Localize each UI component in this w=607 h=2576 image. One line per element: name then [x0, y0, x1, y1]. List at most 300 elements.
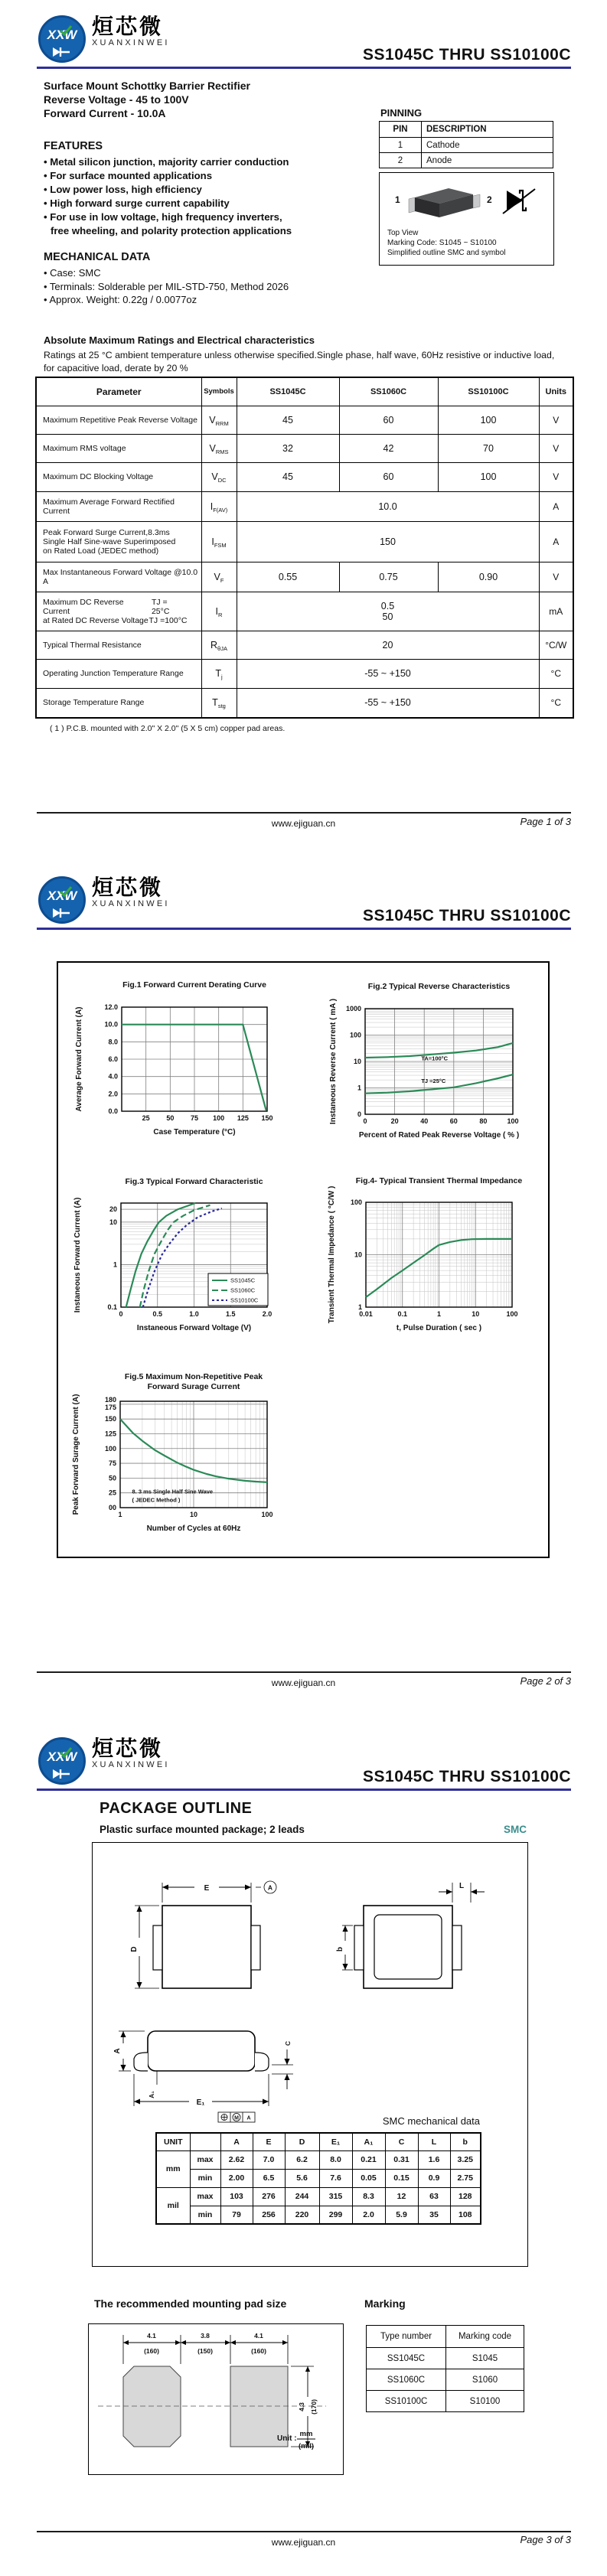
header-rule: [37, 928, 571, 930]
mounting-pad-drawing: [89, 2324, 343, 2474]
ratings-value-cell: 0.75: [339, 562, 438, 592]
ratings-value-cell: 20: [237, 631, 539, 659]
chart-text: 1.5: [225, 1310, 236, 1318]
package-subheading: Plastic surface mounted package; 2 leads: [100, 1824, 305, 1835]
fig4-thermal-impedance: [306, 1168, 545, 1346]
chart-text: 8. 3 ms Single Half Sine Wave: [132, 1488, 214, 1495]
chart-text: 0: [119, 1310, 123, 1318]
ratings-value-cell: 70: [438, 434, 539, 462]
pad-dim-right-mm: 4.1: [254, 2332, 263, 2340]
mech-value-cell: 5.9: [385, 2206, 418, 2224]
ratings-unit-cell: A: [539, 491, 573, 521]
symbol-subscript: j: [220, 673, 223, 680]
datum-frame-A: A: [246, 2115, 251, 2121]
pad-dim-right-mil: (160): [251, 2347, 266, 2355]
parameter-text: at Rated DC Reverse Voltage: [43, 615, 148, 625]
ratings-symbol-cell: [201, 491, 237, 521]
chart-text: 180: [104, 1396, 116, 1404]
value-line: 0.5: [380, 600, 395, 611]
ratings-parameter-cell: Max Instantaneous Forward Voltage @10.0 A: [36, 562, 201, 592]
pad-dim-mid-mil: (150): [197, 2347, 213, 2355]
mech-value-cell: 220: [285, 2206, 319, 2224]
ratings-unit-cell: V: [539, 434, 573, 462]
ratings-value-cell: 10.0: [237, 491, 539, 521]
logo-diode-icon: [51, 47, 71, 57]
fig3-forward-characteristic: [64, 1168, 302, 1348]
mech-value-cell: 6.2: [285, 2150, 319, 2169]
package-caption: [387, 228, 548, 258]
logo-check-icon: [59, 24, 73, 35]
chart-text: Fig.1 Forward Current Derating Curve: [122, 980, 266, 990]
ratings-header-cell: SS10100C: [438, 377, 539, 406]
ratings-unit-cell: °C: [539, 659, 573, 688]
mech-value-cell: 2.0: [352, 2206, 385, 2224]
feature-item: • Low power loss, high efficiency: [44, 184, 202, 195]
chart-text: Forward Surage Current: [147, 1382, 240, 1391]
chart-text: Transient Thermal Impedance ( °C/W ): [328, 1185, 336, 1324]
marking-header-cell: Marking code: [446, 2326, 524, 2348]
mech-value-cell: 12: [385, 2187, 418, 2206]
ratings-parameter-cell: Storage Temperature Range: [36, 688, 201, 718]
fig2-reverse-characteristics: [306, 970, 545, 1152]
footer-page-number: Page 2 of 3: [520, 1675, 571, 1687]
mech-header-cell: [190, 2133, 220, 2150]
fig5-plot: [64, 1365, 302, 1543]
ratings-header-cell: Parameter: [36, 377, 201, 406]
package-caption-line: Top View: [387, 229, 419, 237]
chart-text: 1: [357, 1303, 362, 1311]
doc-title: SS1045C THRU SS10100C: [363, 907, 571, 924]
mech-header-cell: A₁: [352, 2133, 385, 2150]
ratings-header-cell: Units: [539, 377, 573, 406]
schottky-diode-symbol-icon: [501, 185, 537, 216]
dim-label-b: b: [336, 1946, 344, 1952]
mech-value-cell: 2.62: [220, 2150, 253, 2169]
chart-text: 1: [118, 1511, 122, 1518]
footer-page-number: Page 1 of 3: [520, 816, 571, 827]
datum-frame-M: M: [234, 2115, 239, 2121]
mech-header-cell: D: [285, 2133, 319, 2150]
marking-header-cell: Type number: [367, 2326, 446, 2348]
mechanical-list: [44, 266, 373, 307]
pinning-cell: Cathode: [422, 138, 553, 153]
chart-text: Peak Forward Surage Current (A): [72, 1394, 80, 1515]
mech-row: [156, 2187, 481, 2206]
ratings-parameter-cell: [36, 521, 201, 562]
chart-text: 100: [350, 1198, 362, 1206]
ratings-parameter-cell: Maximum DC Blocking Voltage: [36, 462, 201, 491]
ratings-row: [36, 659, 573, 688]
mech-value-cell: 276: [253, 2187, 285, 2206]
chart-text: 100: [506, 1310, 518, 1318]
mech-value-cell: 299: [319, 2206, 352, 2224]
chart-text: 1: [357, 1084, 361, 1092]
parameter-text: Maximum DC Reverse Current: [43, 597, 124, 616]
brand-name-en: XUANXINWEI: [92, 1760, 170, 1770]
ratings-value-cell: 45: [237, 462, 339, 491]
pad-unit-label: Unit :: [277, 2434, 297, 2443]
ratings-unit-cell: mA: [539, 592, 573, 631]
mech-header-cell: b: [450, 2133, 481, 2150]
symbol-main: V: [209, 442, 216, 454]
brand-name-en: XUANXINWEI: [92, 38, 170, 48]
chart-text: 60: [449, 1117, 458, 1125]
mech-header-cell: L: [418, 2133, 450, 2150]
footer-site-url: www.ejiguan.cn: [271, 2537, 336, 2548]
ratings-parameter-cell: Maximum RMS voltage: [36, 434, 201, 462]
brand-monogram: XXW: [47, 1749, 77, 1764]
ratings-value-cell: -55 ~ +150: [237, 688, 539, 718]
datum-label-A: A: [267, 1883, 273, 1892]
chart-text: SS1060C: [230, 1286, 256, 1294]
chart-text: 1: [113, 1260, 117, 1269]
pad-heading: The recommended mounting pad size: [94, 2297, 287, 2310]
parameter-condition: TJ =100°C: [148, 615, 188, 625]
chart-text: Fig.5 Maximum Non-Repetitive Peak: [124, 1372, 263, 1381]
mech-minmax-cell: max: [190, 2150, 220, 2169]
chart-text: 1000: [345, 1005, 361, 1012]
chart-text: 20: [109, 1205, 117, 1214]
ratings-value-cell: 32: [237, 434, 339, 462]
mechanical-heading: MECHANICAL DATA: [44, 251, 151, 263]
symbol-main: I: [210, 501, 214, 512]
doc-title: SS1045C THRU SS10100C: [363, 46, 571, 64]
pad-dim-left-mil: (160): [144, 2347, 159, 2355]
chart-text: 0: [363, 1117, 367, 1125]
pad-dim-mid-mm: 3.8: [201, 2332, 210, 2340]
parameter-line: Single Half Sine-wave Superimposed: [43, 536, 176, 546]
mech-minmax-cell: min: [190, 2206, 220, 2224]
mech-value-cell: 3.25: [450, 2150, 481, 2169]
feature-item: free wheeling, and polarity protection applications: [51, 225, 292, 236]
brand-logo: [38, 15, 299, 63]
symbol-subscript: RMS: [215, 448, 229, 455]
chart-text: 8.0: [108, 1038, 118, 1046]
ratings-symbol-cell: [201, 688, 237, 718]
ratings-row: [36, 631, 573, 659]
mechanical-item: • Terminals: Solderable per MIL-STD-750, Method 2026: [44, 280, 289, 292]
fig1-derating-curve: [64, 970, 302, 1149]
ratings-unit-cell: A: [539, 521, 573, 562]
mech-unit-cell: mm: [156, 2150, 190, 2187]
ratings-parameter-cell: [36, 592, 201, 631]
marking-row: [367, 2369, 524, 2391]
ratings-table: [35, 377, 574, 719]
mech-row: [156, 2169, 481, 2187]
ratings-heading: Absolute Maximum Ratings and Electrical characteristics: [44, 334, 315, 346]
chart-text: Instaneous Forward Voltage (V): [136, 1324, 252, 1332]
ratings-row: [36, 592, 573, 631]
chart-curve: [140, 1205, 210, 1307]
parameter-line: Peak Forward Surge Current,8.3ms: [43, 527, 170, 537]
chart-text: SS1045C: [230, 1277, 256, 1284]
ratings-symbol-cell: [201, 562, 237, 592]
mech-value-cell: 2.00: [220, 2169, 253, 2187]
chart-text: Instaneous Reverse Current ( mA ): [329, 998, 338, 1125]
pad-unit-mil: (mil): [298, 2442, 315, 2450]
footer-site-url: www.ejiguan.cn: [271, 1678, 336, 1688]
marking-cell: S1045: [446, 2348, 524, 2369]
pinning-cell: 2: [380, 153, 422, 168]
fig3-plot: [64, 1168, 302, 1344]
ratings-header-row: [36, 377, 573, 406]
chart-text: Number of Cycles at 60Hz: [146, 1524, 241, 1533]
ratings-note: [44, 349, 579, 375]
ratings-unit-cell: V: [539, 406, 573, 434]
symbol-subscript: F(AV): [213, 506, 228, 514]
mech-minmax-cell: max: [190, 2187, 220, 2206]
chart-text: 0.01: [359, 1310, 373, 1318]
chart-text: 50: [166, 1114, 175, 1122]
logo-diode-icon: [51, 1769, 71, 1779]
mech-value-cell: 0.05: [352, 2169, 385, 2187]
package-outline-heading: PACKAGE OUTLINE: [100, 1800, 253, 1817]
parameter-line: [43, 598, 198, 616]
chart-text: Fig.2 Typical Reverse Characteristics: [367, 982, 511, 991]
logo-check-icon: [59, 885, 73, 896]
ratings-note-line: for capacitive load, derate by 20 %: [44, 363, 188, 373]
pad-unit-mm: mm: [299, 2430, 313, 2438]
pinning-row: [380, 153, 553, 168]
fig1-plot: [64, 970, 302, 1145]
symbol-main: V: [209, 414, 216, 426]
pad-left-shape: [123, 2366, 181, 2447]
footer-site-url: www.ejiguan.cn: [271, 818, 336, 829]
footer-rule: [37, 2531, 571, 2532]
dim-label-A1: A₁: [148, 2091, 155, 2098]
chart-text: 10.0: [104, 1020, 118, 1029]
footer-rule: [37, 812, 571, 814]
marking-cell: S10100: [446, 2391, 524, 2412]
package-topview-box: [379, 172, 554, 266]
ratings-row: [36, 491, 573, 521]
symbol-main: I: [215, 605, 219, 617]
chart-text: 0.5: [152, 1310, 163, 1318]
chart-text: Percent of Rated Peak Reverse Voltage ( % ): [358, 1131, 520, 1140]
value-line: 50: [382, 611, 393, 622]
brand-name-cn: 烜芯微: [92, 1736, 164, 1760]
feature-item: • Metal silicon junction, majority carrier conduction: [44, 156, 289, 168]
dim-label-L: L: [459, 1882, 465, 1890]
footer-rule: [37, 1671, 571, 1673]
mech-value-cell: 0.21: [352, 2150, 385, 2169]
mech-value-cell: 8.0: [319, 2150, 352, 2169]
package-caption-line: Simplified outline SMC and symbol: [387, 249, 506, 257]
ratings-parameter-cell: Maximum Repetitive Peak Reverse Voltage: [36, 406, 201, 434]
dim-label-C: C: [284, 2040, 292, 2046]
symbol-main: I: [211, 536, 214, 547]
chart-text: 175: [104, 1403, 116, 1411]
mech-minmax-cell: min: [190, 2169, 220, 2187]
ratings-unit-cell: V: [539, 562, 573, 592]
ratings-row: [36, 521, 573, 562]
dim-label-D: D: [130, 1946, 139, 1952]
feature-item: • For surface mounted applications: [44, 170, 213, 181]
ratings-symbol-cell: [201, 631, 237, 659]
symbol-subscript: RRM: [215, 419, 229, 427]
chart-text: 10: [472, 1310, 480, 1318]
chart-text: t, Pulse Duration ( sec ): [396, 1324, 482, 1332]
header-rule: [37, 67, 571, 69]
mech-unit-cell: mil: [156, 2187, 190, 2224]
header-rule: [37, 1789, 571, 1791]
mech-value-cell: 7.6: [319, 2169, 352, 2187]
mounting-pad-box: [88, 2323, 344, 2475]
chart-text: 100: [349, 1031, 361, 1039]
dim-label-A-side: A: [113, 2048, 122, 2054]
chart-text: 125: [237, 1114, 249, 1122]
pin1-label: 1: [395, 194, 400, 205]
mech-header-cell: E₁: [319, 2133, 352, 2150]
pinning-row: [380, 138, 553, 153]
symbol-main: T: [212, 697, 218, 709]
package-caption-line: Marking Code: S1045 ~ S10100: [387, 239, 497, 247]
ratings-symbol-cell: [201, 462, 237, 491]
mech-value-cell: 256: [253, 2206, 285, 2224]
chart-text: 10: [109, 1218, 117, 1226]
chart-text: 50: [108, 1474, 116, 1482]
chart-curve: [126, 1203, 196, 1307]
chart-text: 150: [261, 1114, 273, 1122]
ratings-note-line: Ratings at 25 °C ambient temperature unless otherwise specified.Single phase, half wave, 60Hz resistive or inductive load,: [44, 350, 555, 360]
brand-name-cn: 烜芯微: [92, 15, 164, 38]
parameter-condition: TJ = 25°C: [151, 597, 170, 616]
pinning-header-cell: DESCRIPTION: [422, 122, 553, 138]
product-summary: [44, 79, 365, 120]
chart-text: 0.1: [397, 1310, 408, 1318]
brand-logo-icon: [38, 1737, 86, 1785]
mechanical-item: • Case: SMC: [44, 267, 101, 279]
logo-diode-icon: [51, 908, 71, 918]
chart-text: 0.0: [108, 1107, 118, 1115]
mech-value-cell: 244: [285, 2187, 319, 2206]
parameter-line: on Rated Load (JEDEC method): [43, 546, 159, 556]
ratings-value-cell: 42: [339, 434, 438, 462]
symbol-subscript: R: [218, 611, 223, 618]
marking-row: [367, 2391, 524, 2412]
pad-dim-left-mm: 4.1: [147, 2332, 156, 2340]
chart-text: 25: [108, 1489, 116, 1497]
mechanical-item: • Approx. Weight: 0.22g / 0.0077oz: [44, 294, 197, 305]
ratings-value-cell: 0.55: [237, 562, 339, 592]
ratings-symbol-cell: [201, 592, 237, 631]
symbol-main: V: [211, 471, 218, 482]
chart-curve: [122, 1025, 266, 1110]
footer-page-number: Page 3 of 3: [520, 2534, 571, 2545]
symbol-subscript: FSM: [214, 541, 227, 549]
marking-cell: SS10100C: [367, 2391, 446, 2412]
dim-label-E1: E₁: [196, 2098, 205, 2107]
ratings-value-cell: [237, 592, 539, 631]
marking-heading: Marking: [364, 2297, 406, 2310]
pinning-cell: Anode: [422, 153, 553, 168]
brand-logo-icon: [38, 15, 86, 63]
chart-text: 1.0: [189, 1310, 199, 1318]
mech-header-cell: UNIT: [156, 2133, 190, 2150]
smc-package-3d-icon: [406, 184, 482, 220]
ratings-symbol-cell: [201, 406, 237, 434]
features-list: [44, 155, 373, 238]
ratings-symbol-cell: [201, 521, 237, 562]
feature-item: • High forward surge current capability: [44, 197, 230, 209]
ratings-symbol-cell: [201, 434, 237, 462]
mech-row: [156, 2206, 481, 2224]
brand-logo: [38, 876, 299, 924]
mech-header-cell: E: [253, 2133, 285, 2150]
chart-text: 00: [108, 1504, 116, 1511]
chart-text: 2.0: [262, 1310, 272, 1318]
symbol-main: R: [210, 639, 218, 651]
pad-dim-height-mil: (170): [310, 2399, 318, 2415]
marking-cell: S1060: [446, 2369, 524, 2391]
mech-value-cell: 0.31: [385, 2150, 418, 2169]
chart-text: TJ =25°C: [421, 1077, 446, 1084]
product-line: Reverse Voltage - 45 to 100V: [44, 93, 189, 106]
ratings-row: [36, 434, 573, 462]
ratings-value-cell: 60: [339, 462, 438, 491]
product-line: Forward Current - 10.0A: [44, 107, 166, 119]
mech-value-cell: 63: [418, 2187, 450, 2206]
ratings-header-cell: SS1060C: [339, 377, 438, 406]
mech-value-cell: 5.6: [285, 2169, 319, 2187]
chart-text: 125: [104, 1430, 116, 1438]
product-line: Surface Mount Schottky Barrier Rectifier: [44, 80, 250, 92]
mech-row: [156, 2150, 481, 2169]
mech-value-cell: 79: [220, 2206, 253, 2224]
chart-text: 0: [357, 1110, 361, 1118]
ratings-row: [36, 562, 573, 592]
chart-text: 20: [390, 1117, 399, 1125]
symbol-subscript: DC: [217, 477, 227, 484]
chart-text: 6.0: [108, 1055, 118, 1063]
mech-value-cell: 0.15: [385, 2169, 418, 2187]
chart-text: Instaneous Forward Current (A): [73, 1197, 82, 1313]
ratings-parameter-cell: Maximum Average Forward Rectified Current: [36, 491, 201, 521]
brand-monogram: XXW: [47, 28, 77, 42]
pinning-heading: PINNING: [380, 107, 423, 119]
pinning-header-cell: PIN: [380, 122, 422, 138]
symbol-subscript: stg: [217, 703, 226, 710]
ratings-row: [36, 688, 573, 718]
marking-cell: SS1045C: [367, 2348, 446, 2369]
chart-text: 100: [507, 1117, 519, 1125]
dim-label-E: E: [204, 1884, 210, 1893]
chart-text: 12.0: [104, 1003, 118, 1011]
chart-text: 4.0: [108, 1072, 118, 1081]
ratings-unit-cell: °C/W: [539, 631, 573, 659]
chart-text: Fig.4- Typical Transient Thermal Impedance: [355, 1176, 523, 1185]
chart-text: 100: [261, 1511, 273, 1518]
chart-text: Average Forward Current (A): [75, 1006, 83, 1112]
ratings-unit-cell: V: [539, 462, 573, 491]
chart-text: 100: [213, 1114, 225, 1122]
ratings-value-cell: 60: [339, 406, 438, 434]
marking-header-row: [367, 2326, 524, 2348]
mech-value-cell: 1.6: [418, 2150, 450, 2169]
parameter-line: [43, 616, 198, 625]
pinning-cell: 1: [380, 138, 422, 153]
doc-title: SS1045C THRU SS10100C: [363, 1768, 571, 1785]
fig2-plot: [306, 970, 545, 1148]
mech-value-cell: 6.5: [253, 2169, 285, 2187]
pinning-header-row: [380, 122, 553, 138]
chart-text: 0.1: [107, 1303, 117, 1311]
chart-text: SS10100C: [230, 1296, 259, 1304]
chart-text: 80: [479, 1117, 488, 1125]
ratings-row: [36, 462, 573, 491]
pin2-label: 2: [487, 194, 492, 205]
chart-text: 75: [108, 1459, 116, 1468]
